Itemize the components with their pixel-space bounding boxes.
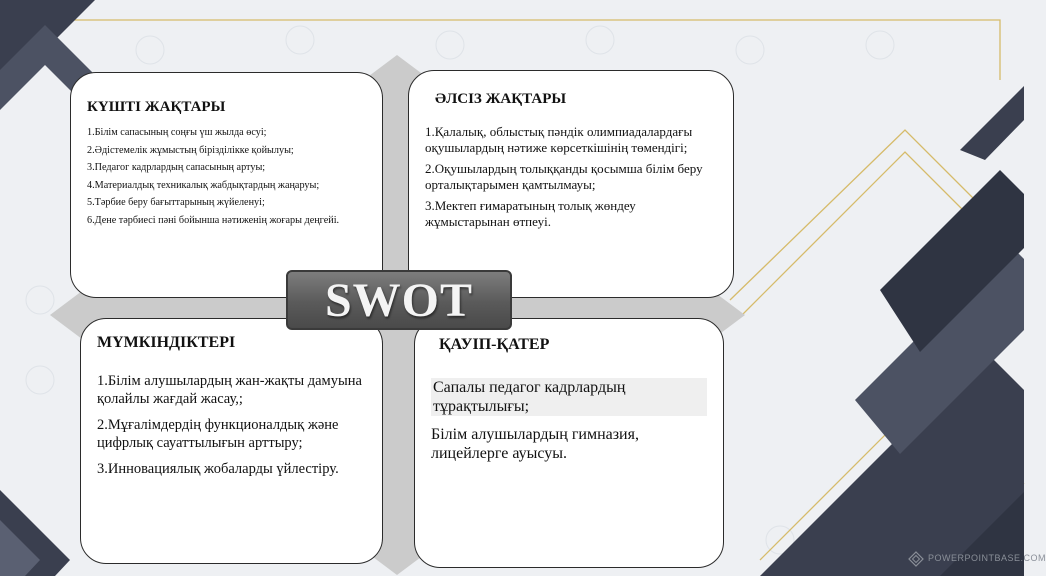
swot-title-box	[286, 270, 512, 330]
opportunities-item: 1.Білім алушылардың жан-жақты дамуына қолайлы жағдай жасау,;	[97, 373, 362, 407]
weaknesses-card	[408, 70, 734, 298]
strengths-item: 5.Тәрбие беру бағыттарының жүйеленуі;	[87, 197, 265, 208]
diamond-logo-icon	[908, 551, 924, 567]
weaknesses-item: 1.Қалалық, облыстық пәндік олимпиадалардағы оқушылардың нәтиже көрсеткішінің төмендігі;	[425, 124, 693, 155]
weaknesses-item: 3.Мектеп ғимаратының толық жөндеу жұмыстарынан өтпеуі.	[425, 198, 636, 229]
strengths-card	[70, 72, 383, 298]
threats-item-text: Сапалы педагог кадрлардың тұрақтылығы;	[431, 378, 707, 416]
watermark-text: POWERPOINTBASE.COM	[928, 553, 1046, 563]
opportunities-heading: МҮМКІНДІКТЕРІ	[97, 334, 236, 351]
strengths-item: 4.Материалдық техникалық жабдықтардың жаңаруы;	[87, 179, 320, 191]
threats-item: Білім алушылардың гимназия, лицейлерге ауысуы.	[431, 426, 639, 462]
threats-heading: ҚАУІП-ҚАТЕР	[439, 336, 550, 353]
opportunities-item: 3.Инновациялық жобаларды үйлестіру.	[97, 461, 339, 477]
strengths-item: 6.Дене тәрбиесі пәні бойынша нәтиженің жоғары деңгейі.	[87, 214, 340, 226]
weaknesses-item: 2.Оқушылардың толыққанды қосымша білім беру орталықтарымен қамтылмауы;	[425, 161, 703, 192]
opportunities-card	[80, 318, 383, 564]
opportunities-item: 2.Мұғалімдердің функционалдық және цифрлық сауаттылығын арттыру;	[97, 417, 339, 451]
swot-title: SWOT	[324, 273, 474, 327]
strengths-item: 3.Педагог кадрлардың сапасының артуы;	[87, 162, 266, 173]
threats-card	[414, 318, 724, 568]
weaknesses-heading: ӘЛСІЗ ЖАҚТАРЫ	[435, 91, 567, 107]
strengths-item: 2.Әдістемелік жұмыстың біріздiлiкке қойылуы;	[87, 144, 294, 156]
threats-item	[431, 378, 707, 416]
strengths-heading: КҮШТІ ЖАҚТАРЫ	[87, 99, 226, 115]
strengths-item: 1.Білім сапасының соңғы үш жылда өсуі;	[87, 127, 267, 138]
